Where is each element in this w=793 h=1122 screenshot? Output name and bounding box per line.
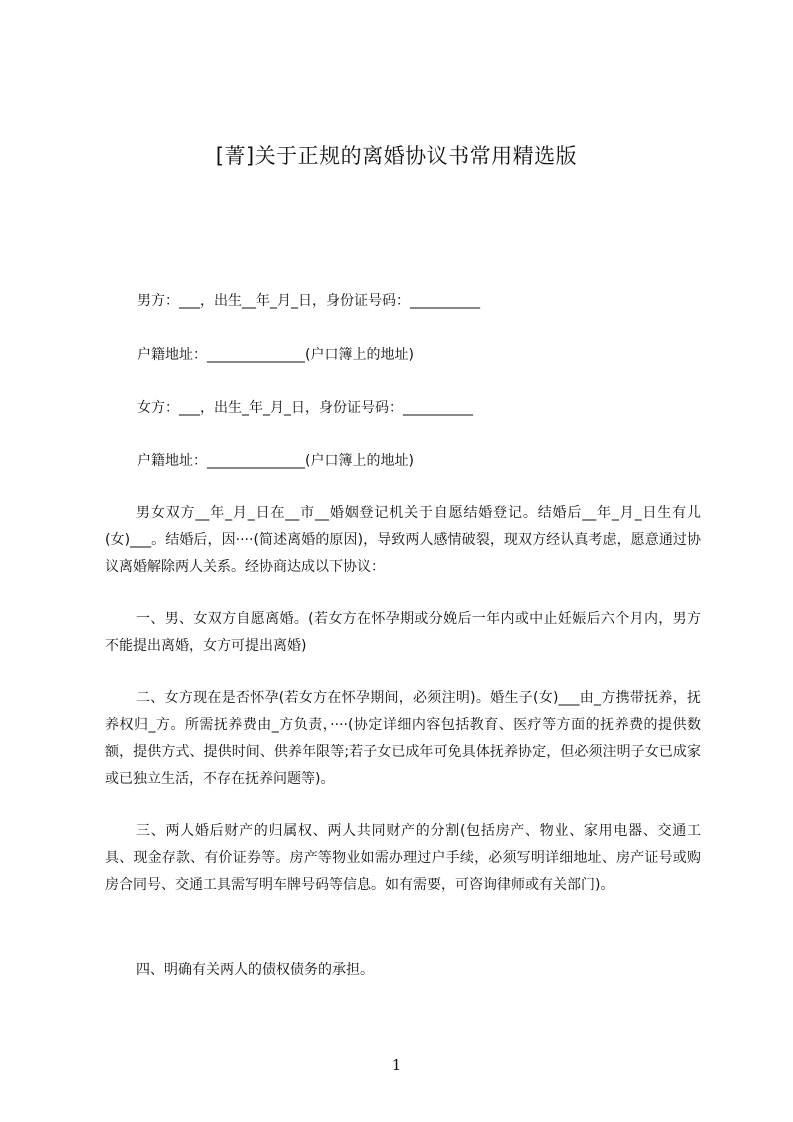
male-info-line: 男方：___，出生__年_月_日，身份证号码：__________ <box>137 293 480 309</box>
paragraph-clause-3: 三、两人婚后财产的归属权、两人共同财产的分割(包括房产、物业、家用电器、交通工具、现金存款、有价证券等。房产等物业如需办理过户手续，必须写明详细地址、房产证号或购房合同号、交通工具需写明车牌号码等信息。如有需要，可咨询律师或有关部门)。 <box>105 823 701 893</box>
paragraph-intro: 男女双方__年_月_日在__市__婚姻登记机关于自愿结婚登记。结婚后__年_月_日生有儿(女)___。结婚后，因····(简述离婚的原因)，导致两人感情破裂，现双方经认真考虑，愿意通过协议离婚解除两人关系。经协商达成以下协议： <box>105 505 701 575</box>
paragraph-clause-4: 四、明确有关两人的债权债务的承担。 <box>136 962 374 978</box>
document-title: [菁]关于正规的离婚协议书常用精选版 <box>215 144 578 168</box>
male-address-line: 户籍地址：______________(户口簿上的地址) <box>137 347 414 363</box>
female-info-line: 女方：___，出生_年_月_日，身份证号码：__________ <box>137 400 473 416</box>
paragraph-clause-2: 二、女方现在是否怀孕(若女方在怀孕期间，必须注明)。婚生子(女)___由_方携带抚养，抚养权归_方。所需抚养费由_方负责，····(协定详细内容包括教育、医疗等方面的抚养费的提供数额，提供方式、提供时间、供养年限等;若子女已成年可免具体抚养协定，但必须注明子女已成家或已独立生活，不存在抚养问题等)。 <box>105 690 701 787</box>
page-number: 1 <box>391 1056 402 1074</box>
female-address-line: 户籍地址：______________(户口簿上的地址) <box>137 453 414 469</box>
paragraph-clause-1: 一、男、女双方自愿离婚。(若女方在怀孕期或分娩后一年内或中止妊娠后六个月内，男方不能提出离婚，女方可提出离婚) <box>105 611 701 654</box>
